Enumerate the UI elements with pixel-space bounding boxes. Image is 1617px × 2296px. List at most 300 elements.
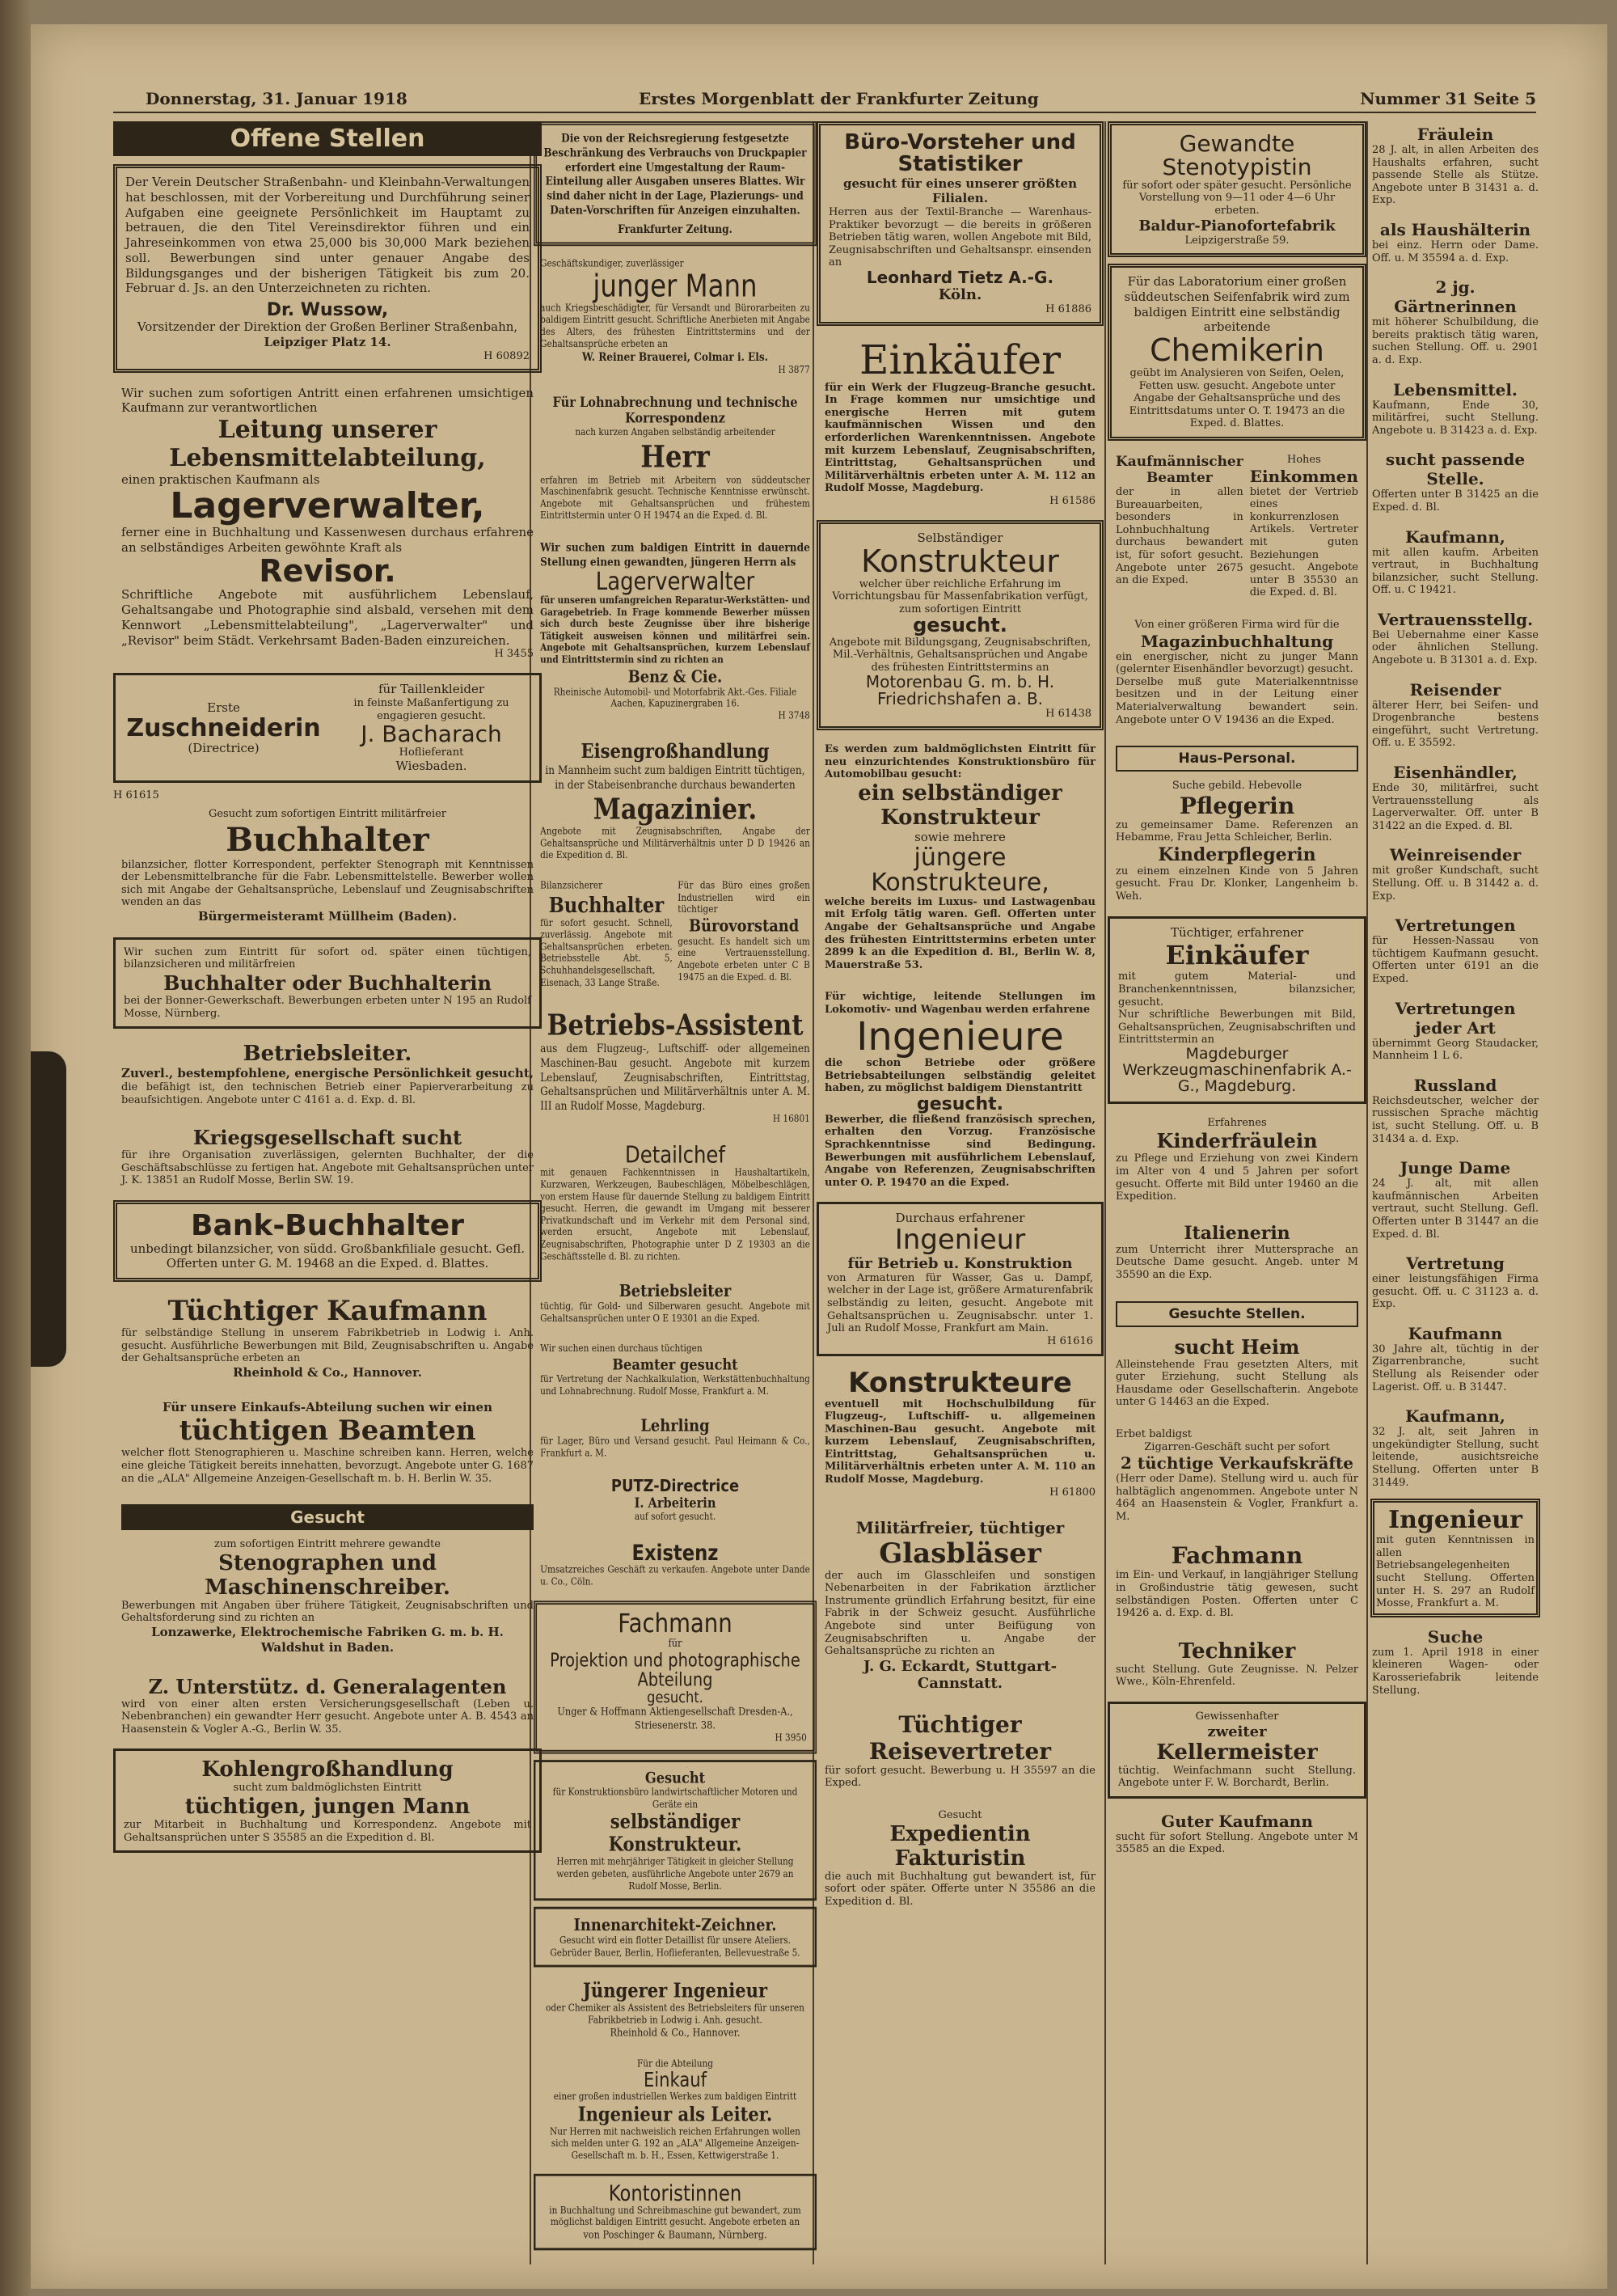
ad-junger-mann-colmar xyxy=(534,252,817,383)
ad-advertiser: Lonzawerke, Elektrochemische Fabriken G. m. b. H. Waldshut in Baden. xyxy=(151,1625,504,1655)
section-banner: Haus-Personal. xyxy=(1116,746,1358,772)
ad-intro: Für unsere Einkaufs-Abteilung suchen wir einen xyxy=(163,1399,492,1414)
classified-item xyxy=(1370,121,1540,210)
ad-text: bietet der Vertrieb eines konkurrenzlosen Artikels. Vertreter mit guten Beziehungen gesucht. Angebote unter B 35530 an die Exped. d. Bl. xyxy=(1249,485,1358,599)
ad-techniker xyxy=(1108,1633,1366,1695)
ad-text: tüchtig, für Gold- und Silberwaren gesucht. Angebote mit Gehaltsansprüchen unter O E 19301 an die Exped. xyxy=(540,1300,810,1325)
ad-headline: Chemikerin xyxy=(1150,332,1324,369)
classified-text: einer leistungsfähigen Firma gesucht. Off. u. C 31123 a. d. Exp. xyxy=(1372,1273,1539,1311)
ad-kaufmann-hannover xyxy=(113,1288,542,1387)
ad-innenarchitekt xyxy=(534,1907,817,1968)
ad-text: Herren aus der Textil-Branche — Warenhaus-Praktiker bevorzugt — die bereits in größeren Betrieben tätig waren, wollen Angebote mit Bild, Zeugnisabschriften und Gehaltsanspr. einsenden an xyxy=(829,206,1091,269)
ad-text: bilanzsicher, flotter Korrespondent, perfekter Stenograph mit Kenntnissen der Lebensmittelbranche für die Fabr. Lebensmittelstelle. Bewerber wollen sich mit Angabe der Gehaltsansprüche, Lebenslauf und Zeugnisabschriften wenden an das xyxy=(121,858,534,909)
ad-advertiser: Benz & Cie. xyxy=(627,666,723,687)
ad-headline: junger Mann xyxy=(593,269,758,304)
classified-item xyxy=(1370,274,1540,370)
ad-text: geübt im Analysieren von Seifen, Oelen, Fetten usw. gesucht. Angebote unter Angabe der Gehaltsansprüche und des Eintrittsdatums unter O. T. 19473 an die Exped. d. Blattes. xyxy=(1129,367,1345,430)
ad-text: aus dem Flugzeug-, Luftschiff- oder allgemeinen Maschinen-Bau gesucht. Angebote mit kurzem Lebenslauf, Zeugnisabschriften, Eintrittstag, Gehaltsansprüchen und Militärverhältnis unter A. M. III an Rudolf Mosse, Magdeburg. xyxy=(540,1042,810,1114)
ad-beamter xyxy=(534,1337,817,1403)
ad-text: zur Mitarbeit in Buchhaltung und Korrespondenz. Angebote mit Gehaltsansprüchen unter S 35585 an die Expedition d. Bl. xyxy=(124,1818,531,1844)
classified-text: 24 J. alt, mit allen kaufmännischen Arbeiten vertraut, sucht Stellung. Gefl. Offerten unter B 31447 an die Exped. d. Bl. xyxy=(1372,1178,1539,1241)
ad-headline: Buchhalter xyxy=(548,892,665,918)
ad-intro: Suche gebild. Hebevolle xyxy=(1172,780,1302,793)
ad-headline: Detailchef xyxy=(625,1141,725,1169)
ad-headline: Ingenieur xyxy=(894,1224,1026,1257)
ad-text: Nur Herren mit nachweislich reichen Erfahrungen wollen sich melden unter G. 192 an „ALA" Allgemeine Anzeigen-Gesellschaft m. b. H., Essen, Kettwigerstraße 1. xyxy=(550,2125,800,2162)
header-page-number: Nummer 31 Seite 5 xyxy=(1360,89,1536,108)
ad-text: einen praktischen Kaufmann als xyxy=(121,472,320,488)
classified-headline: Reisender xyxy=(1409,679,1501,700)
ad-headline: Stenographen und Maschinenschreiber. xyxy=(205,1550,450,1600)
ad-headline: Zuschneiderin xyxy=(126,713,321,742)
ad-text: von Poschinger & Baumann, Nürnberg. xyxy=(583,2228,767,2241)
header-paper-name: Erstes Morgenblatt der Frankfurter Zeitung xyxy=(639,89,1039,108)
ad-headline: Expedientin Fakturistin xyxy=(889,1821,1031,1871)
ad-text: tüchtig. Weinfachmann sucht Stellung. Angebote unter F. W. Borchardt, Berlin. xyxy=(1118,1764,1356,1790)
ad-expedientin xyxy=(817,1803,1104,1914)
ad-einkaufs-beamter xyxy=(113,1393,542,1492)
ad-verkaufskraefte xyxy=(1108,1422,1366,1530)
ad-subhead: sucht zum baldmöglichsten Eintritt xyxy=(233,1782,422,1795)
ad-headline: Eisengroßhandlung xyxy=(581,740,770,763)
ad-konstrukteure-flugzeug xyxy=(817,1363,1104,1505)
ad-text: für sofort gesucht. Bewerbung u. H 35597 an die Exped. xyxy=(825,1764,1096,1790)
ad-juengerer-ingenieur xyxy=(534,1973,817,2046)
classified-text: 32 J. alt, seit Jahren in ungekündigter Stellung, sucht leitende, ausichtsreiche Stellung. Offerten unter B 31449. xyxy=(1372,1426,1539,1489)
ad-text: sucht für sofort Stellung. Angebote unter M 35585 an die Exped. xyxy=(1116,1830,1358,1856)
classified-item xyxy=(1370,1072,1540,1148)
classified-headline: Vertretung xyxy=(1406,1254,1505,1274)
ad-headline: Kaufmännischer Beamter xyxy=(1116,454,1243,487)
ad-headline: Ingenieur als Leiter. xyxy=(577,2103,773,2126)
ad-fachmann-einkauf xyxy=(1108,1536,1366,1626)
ad-headline: Lagerverwalter xyxy=(595,566,755,596)
ad-reference: H 3455 xyxy=(494,648,534,661)
ad-headline: selbständiger Konstrukteur. xyxy=(608,1810,742,1857)
ad-kellermeister xyxy=(1108,1702,1366,1799)
ad-subhead: Zigarren-Geschäft sucht per sofort xyxy=(1144,1440,1330,1453)
ad-intro: Hohes xyxy=(1286,454,1321,467)
ad-headline: Konstrukteur xyxy=(861,543,1059,579)
ad-headline: Einkäufer xyxy=(859,336,1061,384)
ad-headline: Herr xyxy=(640,438,710,475)
ad-intro: Es werden zum baldmöglichsten Eintritt für neu einzurichtendes Konstruktionsbüro für Automobilbau gesucht: xyxy=(825,743,1096,781)
classified-item xyxy=(1370,377,1540,441)
ad-text: auf sofort gesucht. xyxy=(634,1512,716,1524)
ad-advertiser: Leonhard Tietz A.-G. xyxy=(866,268,1054,288)
ad-intro: Wir suchen einen durchaus tüchtigen xyxy=(540,1343,703,1355)
classified-item xyxy=(1370,759,1540,835)
classified-headline: Kaufmann xyxy=(1408,1323,1503,1343)
ad-reference: H 60892 xyxy=(483,349,530,362)
ad-intro: Von einer größeren Firma wird für die xyxy=(1134,618,1340,631)
ad-selbst-konstrukteur xyxy=(534,1760,817,1901)
ad-headline: gesucht. xyxy=(647,1688,703,1707)
ad-text: Wir suchen zum Eintritt für sofort od. später einen tüchtigen, bilanzsicheren und militärfreien xyxy=(124,945,531,971)
classified-item xyxy=(1370,996,1540,1066)
ad-headline: Z. Unterstütz. d. Generalagenten xyxy=(148,1674,507,1698)
ad-betriebsleiter-2 xyxy=(534,1275,817,1331)
ad-subhead: gesucht für eines unserer größten Filialen. xyxy=(843,175,1077,206)
ad-text: auch Kriegsbeschädigter, für Versandt und Bürorarbeiten zu baldigem Eintritt gesucht. Schriftliche Anerbieten mit Angabe des Alters, des frühesten Eintrittstermins und der Gehaltsansprüche erbeten an xyxy=(540,302,810,350)
column-rule xyxy=(1104,121,1106,2264)
classified-text: übernimmt Georg Staudacker, Mannheim 1 L 6. xyxy=(1372,1037,1539,1063)
classified-text: älterer Herr, bei Seifen- und Drogenbranche bestens eingeführt, sucht Vertretung. Off. u. E 35592. xyxy=(1372,699,1539,750)
ad-headline: Tüchtiger Kaufmann xyxy=(167,1295,488,1328)
classified-item xyxy=(1370,677,1540,753)
ad-reference: H 61615 xyxy=(113,789,159,802)
ad-headline: Betriebsleiter. xyxy=(243,1042,412,1067)
classified-text: 30 Jahre alt, tüchtig in der Zigarrenbranche, sucht Stellung als Reisender oder Lagerist. Off. u. B 31447. xyxy=(1372,1343,1539,1393)
classified-item xyxy=(1370,1499,1540,1617)
classified-headline: Kaufmann, xyxy=(1405,526,1505,547)
book-spine xyxy=(0,0,31,2296)
ad-italienerin xyxy=(1108,1216,1366,1288)
ad-ingenieur-armaturen xyxy=(817,1202,1104,1355)
ad-reference: H 61616 xyxy=(1047,1334,1093,1347)
ad-text: Für die Abteilung xyxy=(636,2058,714,2070)
ad-intro: Gesucht zum sofortigen Eintritt militärfreier xyxy=(208,808,447,821)
ad-benz-lagerverwalter xyxy=(534,535,817,728)
classified-item xyxy=(1370,1155,1540,1244)
ad-headline: Kohlengroßhandlung xyxy=(201,1757,454,1782)
classified-headline: Kaufmann, xyxy=(1405,1406,1505,1427)
section-banner: Gesuchte Stellen. xyxy=(1116,1301,1358,1327)
ad-headline: Italienerin xyxy=(1184,1222,1290,1244)
ad-intro: Bilanzsicherer xyxy=(540,880,603,892)
ad-text: zu Pflege und Erziehung von zwei Kindern im Alter von 4 und 5 Jahren per sofort gesucht. Offerte mit Bild unter 19460 an die Expedition. xyxy=(1116,1152,1358,1203)
classified-headline: Vertretungen jeder Art xyxy=(1395,998,1516,1038)
ad-text: Nur schriftliche Bewerbungen mit Bild, Gehaltsansprüchen, Zeugnisabschriften und Eintrittstermin an xyxy=(1118,1008,1356,1047)
ad-putz-directrice xyxy=(534,1472,817,1530)
ad-stenographen xyxy=(113,1498,542,1661)
ad-headline: ein selbständiger Konstrukteur xyxy=(858,781,1062,831)
ad-text: Erste xyxy=(207,700,240,715)
ad-reference: H 3748 xyxy=(778,710,810,722)
column-1 xyxy=(113,121,542,1859)
ad-text: unbedingt bilanzsicher, von südd. Großbankfiliale gesucht. Gefl. Offerten unter G. M. 19468 an die Exped. d. Blattes. xyxy=(129,1241,526,1271)
ad-reference: H 61586 xyxy=(1049,494,1096,507)
ad-subhead: I. Arbeiterin xyxy=(634,1495,716,1512)
ad-subhead: gesucht. xyxy=(913,614,1007,637)
ad-intro: Erfahrenes xyxy=(1207,1116,1267,1129)
ad-advertiser: Magdeburger Werkzeugmaschinenfabrik A.-G., Magdeburg. xyxy=(1122,1044,1352,1095)
ad-text: für ein Werk der Flugzeug-Branche gesucht. In Frage kommen nur umsichtige und energische Herren mit gutem kaufmännischen Wissen und den erforderlichen Warenkenntnissen. Angebote mit kurzem Lebenslauf, Zeugnisabschriften, Eintrittstag, Gehaltsansprüchen und Militärverhältnis erbeten unter A. M. 112 an Rudolf Mosse, Magdeburg. xyxy=(825,381,1096,495)
ad-headline: sucht Heim xyxy=(1174,1334,1300,1359)
ad-haus-personal xyxy=(1108,739,1366,910)
ad-address: Leipzigerstraße 59. xyxy=(1184,234,1290,247)
classified-item xyxy=(1370,1321,1540,1397)
ad-advertiser: J. G. Eckardt, Stuttgart-Cannstatt. xyxy=(863,1657,1058,1692)
ad-betriebsleiter xyxy=(113,1035,542,1113)
classified-text: Reichsdeutscher, welcher der russischen Sprache mächtig ist, sucht Stellung. Off. u. B 31434 a. d. Exp. xyxy=(1372,1094,1539,1145)
ad-reference: H 61886 xyxy=(1045,303,1091,316)
torn-edge xyxy=(31,1051,66,1367)
ad-headline: Bank-Buchhalter xyxy=(191,1208,464,1242)
ad-text: gesucht. Es handelt sich um eine Vertrauensstellung. Angebote erbeten unter C B 19475 an die Exped. d. Bl. xyxy=(678,936,810,983)
ad-intro: Für das Laboratorium einer großen süddeutschen Seifenfabrik wird zum baldigen Eintritt eine selbständig arbeitende xyxy=(1124,274,1350,335)
ad-text: in Mannheim sucht zum baldigen Eintritt tüchtigen, in der Stabeisenbranche durchaus bewanderten xyxy=(545,763,805,792)
ad-kinderfraeulein xyxy=(1108,1110,1366,1210)
ad-signatory: Dr. Wussow, xyxy=(266,300,389,320)
ad-headline: Betriebsleiter xyxy=(619,1281,732,1301)
ad-text: für Taillenkleider xyxy=(378,682,485,697)
ad-city: Wiesbaden. xyxy=(395,759,467,774)
ad-text: die befähigt ist, den technischen Betrieb einer Papierverarbeitung zu beaufsichtigen. Angebote unter C 4161 a. d. Exp. d. Bl. xyxy=(121,1080,534,1106)
ad-subhead: nach kurzen Angaben selbständig arbeitender xyxy=(575,426,775,438)
ad-advertiser: Bürgermeisteramt Müllheim (Baden). xyxy=(198,909,457,924)
ad-headline: jüngere Konstrukteure, xyxy=(871,843,1049,898)
ad-text: Hoflieferant xyxy=(399,746,464,759)
ad-text: wird von einer alten ersten Versicherungsgesellschaft (Leben u. Nebenbranchen) ein gewandter Herr gesucht. Angebote unter A. B. 4543 an Haasenstein & Vogler A.-G., Berlin W. 35. xyxy=(121,1698,534,1736)
classified-headline: Fräulein xyxy=(1416,125,1494,144)
ad-text: für ihre Organisation zuverlässigen, gelernten Buchhalter, der die Geschäftsabschlüsse zu fertigen hat. Angebote mit Gehaltsansprüchen unter J. K. 13851 an Rudolf Mosse, Berlin SW. 19. xyxy=(121,1149,534,1187)
ad-headline: Kinderfräulein xyxy=(1156,1129,1318,1153)
ad-text: (Herr oder Dame). Stellung wird u. auch für halbtäglich angenommen. Angebote unter N 464 an Haasenstein & Vogler, Frankfurt a. M. xyxy=(1116,1473,1358,1523)
classified-headline: Lebensmittel. xyxy=(1393,379,1518,400)
ad-city: Köln. xyxy=(938,286,982,304)
ad-reisevertreter xyxy=(817,1705,1104,1796)
ad-intro: Tüchtiger, erfahrener xyxy=(1170,924,1304,940)
ad-headline: Konstrukteure xyxy=(848,1366,1072,1399)
notice-paper-restriction xyxy=(534,121,817,246)
classified-text: Bei Uebernahme einer Kasse oder ähnlichen Stellung. Angebote u. B 31301 a. d. Exp. xyxy=(1372,628,1539,667)
classified-text: mit guten Kenntnissen in allen Betriebsangelegenheiten sucht Stellung. Offerten unter H. S. 297 an Rudolf Mosse, Frankfurt a. M. xyxy=(1376,1534,1535,1610)
ad-einkaeufer-magdeburg xyxy=(1108,916,1366,1104)
ad-kontoristinnen xyxy=(534,2174,817,2251)
classified-item xyxy=(1370,1403,1540,1492)
classified-item xyxy=(1370,842,1540,906)
ad-text: Bewerbungen mit Angaben über frühere Tätigkeit, Zeugnisabschriften und Gehaltsforderung sind zu richten an xyxy=(121,1599,534,1625)
ad-intro: Wir suchen zum sofortigen Antritt einen erfahrenen umsichtigen Kaufmann zur verantwortlichen xyxy=(121,385,534,416)
ad-text: von Armaturen für Wasser, Gas u. Dampf, welcher in der Lage ist, größere Armaturenfabrik selbständig zu leiten, gesucht. Angebote mit Gehaltsansprüchen u. Zeugnisabschr. unter 1. Juli an Rudolf Mosse, Frankfurt am Main. xyxy=(827,1271,1093,1335)
ad-text: in feinste Maßanfertigung zu engagieren gesucht. xyxy=(353,697,509,722)
ad-intro: Selbständiger xyxy=(917,530,1003,545)
classified-text: mit höherer Schulbildung, die bereits praktisch tätig waren, suchen Stellung. Off. u. 2901 a. d. Exp. xyxy=(1372,316,1539,366)
ad-reference: H 61800 xyxy=(1049,1486,1096,1499)
ad-text: eventuell mit Hochschulbildung für Flugzeug-, Luftschiff- u. allgemeinen Maschinen-Bau gesucht. Angebote mit kurzem Lebenslauf, Zeugnisabschriften, Eintrittstag, Gehaltsansprüchen u. Militärverhältnis erbeten unter A. M. 110 an Rudolf Mosse, Magdeburg. xyxy=(825,1397,1096,1486)
ad-eisengrosshandlung xyxy=(534,734,817,868)
classified-text: zum 1. April 1918 in einer kleineren Wagen- oder Karosseriefabrik leitende Stellung. xyxy=(1372,1646,1539,1697)
ad-glasblaeser xyxy=(817,1512,1104,1698)
ad-automobilbau xyxy=(817,737,1104,978)
ad-text: mit genauen Fachkenntnissen in Haushaltartikeln, Kurzwaren, Werkzeugen, Baubeschlägen, Möbelbeschlägen, von erstem Hause für dauernde Stellung zu baldigem Eintritt gesucht. Herren, die gewandt im Umgang mit besserer Privatkundschaft und im Verkehr mit dem Personal sind, werden ersucht, Angebote mit Lebenslauf, Zeugnisabschriften, Photographie unter D Z 19303 an die Geschäftsstelle d. Bl. zu richten. xyxy=(540,1167,810,1262)
ad-text: Unger & Hoffmann Aktiengesellschaft Dresden-A., Striesenerstr. 38. xyxy=(557,1706,793,1732)
ad-intro: Gesucht xyxy=(938,1809,982,1821)
ad-headline: Lehrling xyxy=(640,1415,710,1436)
ad-ingenieure-lokomotiv xyxy=(817,984,1104,1195)
ad-advertiser: J. Bacharach xyxy=(361,721,502,748)
ad-headline: Glasbläser xyxy=(879,1537,1041,1570)
ad-text: Angebote mit Zeugnisabschriften, Angabe der Gehaltsansprüche und Militärverhältnis unter D D 19426 an die Expedition d. Bl. xyxy=(540,826,810,862)
ad-sucht-heim xyxy=(1108,1295,1366,1415)
ad-buchhalterin xyxy=(113,937,542,1029)
classified-headline: Vertretungen xyxy=(1395,915,1516,936)
ad-text: für Lager, Büro und Versand gesucht. Paul Heimann & Co., Frankfurt a. M. xyxy=(540,1436,810,1460)
ad-headline: Einkäufer xyxy=(1165,940,1309,971)
ad-text: welcher flott Stenographieren u. Maschine schreiben kann. Herren, welche eine gleiche Tätigkeit bereits innehatten, bevorzugt. Angebote unter G. 1687 an die „ALA" Allgemeine Anzeigen-Gesellschaft m. b. H. Berlin W. 35. xyxy=(121,1447,534,1485)
ad-fachmann-projektion xyxy=(534,1600,817,1754)
ad-headline: Techniker xyxy=(1178,1638,1296,1664)
ad-headline: Beamter gesucht xyxy=(612,1355,738,1374)
ad-text: Gesucht wird ein flotter Detaillist für unsere Ateliers. Gebrüder Bauer, Berlin, Hoflieferanten, Bellevuestraße 5. xyxy=(550,1934,800,1959)
column-rule xyxy=(1366,121,1368,2264)
ad-text: für Vertretung der Nachkalkulation, Werkstättenbuchhaltung und Lohnabrechnung. Rudolf Mosse, Frankfurt a. M. xyxy=(540,1373,810,1397)
classified-headline: Ingenieur xyxy=(1388,1506,1522,1535)
ad-advertiser-address: Rheinische Automobil- und Motorfabrik Akt.-Ges. Filiale Aachen, Kapuzinergraben 16. xyxy=(553,686,797,710)
ad-headline: Betriebs-Assistent xyxy=(547,1007,804,1042)
ad-text: Schriftliche Angebote mit ausführlichem Lebenslauf, Gehaltsangabe und Photographie sind alsbald, versehen mit dem Kennwort „Lebensmittelabteilung", „Lagerverwalter" und „Revisor" beim Städt. Verkehrsamt Baden-Baden einzureichen. xyxy=(121,587,534,648)
ad-headline: PUTZ-Directrice xyxy=(610,1477,740,1497)
ad-headline: Guter Kaufmann xyxy=(1161,1811,1313,1831)
ad-headline: Einkommen xyxy=(1249,466,1358,486)
ad-headline: Einkauf xyxy=(643,2068,707,2092)
ad-subhead: zweiter xyxy=(1207,1723,1267,1740)
ad-headline: Tüchtiger Reisevertreter xyxy=(868,1710,1052,1765)
ad-headline: Magazinbuchhaltung xyxy=(1140,631,1334,651)
ad-detailchef xyxy=(534,1137,817,1269)
ad-text: Der Verein Deutscher Straßenbahn- und Kleinbahn-Verwaltungen hat beschlossen, mit der Vorbereitung und Durchführung seiner Aufgaben eine geeignete Persönlichkeit im Hauptamt zu betrauen, die den Titel Vereinsdirektor führen und ein Jahreseinkommen von etwa 25,000 bis 30,000 Mark beziehen soll. Bewerbungen sind unter genauer Angabe des Bildungsganges und der bisherigen Tätigkeit bis zum 20. Februar d. Js. an den Unterzeichneten zu richten. xyxy=(125,175,530,296)
ad-lehrling xyxy=(534,1410,817,1465)
ad-lohnabrechnung xyxy=(534,388,817,528)
classified-item xyxy=(1370,217,1540,268)
ad-text: in Buchhaltung und Schreibmaschine gut bewandert, zum möglichst baldigen Eintritt gesucht. Angebote erbeten an xyxy=(549,2205,801,2229)
ad-konstrukteur-motorenbau xyxy=(817,520,1104,730)
ad-text: erfahren im Betrieb mit Arbeitern von süddeutscher Maschinenfabrik gesucht. Technische Kenntnisse erwünscht. Angebote mit Gehaltsansprüchen und frühestem Eintrittstermin unter O H 19474 an die Exped. d. Bl. xyxy=(540,474,810,522)
ad-text: zu einem einzelnen Kinde von 5 Jahren gesucht. Frau Dr. Klonker, Langenheim b. Weh. xyxy=(1116,865,1358,903)
ad-text: der auch im Glasschleifen und sonstigen Nebenarbeiten in der Fabrikation ärztlicher Instrumente gründlich Erfahrung besitzt, für eine Fabrik in der Schweiz gesucht. Ausführliche Angebote sind unter Beifügung von Zeugnisabschriften u. Angabe der Gehaltsansprüche zu richten an xyxy=(825,1569,1096,1658)
ad-text: für sofort oder später gesucht. Persönliche Vorstellung von 9—11 oder 4—6 Uhr erbeten. xyxy=(1122,179,1352,217)
ad-banner: Gesucht xyxy=(121,1504,534,1530)
ad-intro: Durchaus erfahrener xyxy=(895,1211,1025,1226)
ad-buchhalter-muellheim xyxy=(113,801,542,931)
classified-headline: Weinreisender xyxy=(1389,845,1522,865)
classified-text: Offerten unter B 31425 an die Exped. d. Bl. xyxy=(1372,488,1539,514)
classified-headline: Russland xyxy=(1413,1075,1497,1095)
ad-text: für xyxy=(668,1638,682,1651)
classified-text: mit allen kaufm. Arbeiten vertraut, in Buchhaltung bilanzsicher, sucht Stellung. Off. u. C 19421. xyxy=(1372,546,1539,597)
ad-vereinsdirektor xyxy=(113,164,542,373)
ad-text: bei der Bonner-Gewerkschaft. Bewerbungen erbeten unter N 195 an Rudolf Mosse, Nürnberg. xyxy=(124,995,531,1020)
ad-kriegsgesellschaft xyxy=(113,1119,542,1194)
classified-item xyxy=(1370,446,1540,517)
ad-text: Angebote mit Bildungsgang, Zeugnisabschriften, Mil.-Verhältnis, Gehaltsansprüchen und Angabe des frühesten Eintrittstermins an xyxy=(829,636,1091,674)
ad-text: die auch mit Buchhaltung gut bewandert ist, für sofort oder später. Offerte unter N 35586 an die Expedition d. Bl. xyxy=(825,1870,1096,1908)
ad-subhead: Zuverl., bestempfohlene, energische Persönlichkeit gesucht, xyxy=(121,1066,534,1081)
ad-magazinbuchhaltung xyxy=(1108,612,1366,733)
ad-headline: Leitung unserer Lebensmittelabteilung, xyxy=(169,416,486,473)
classified-text: mit großer Kundschaft, sucht Stellung. Off. u. B 31442 a. d. Exp. xyxy=(1372,865,1539,903)
ad-headline: Buchhalter oder Buchhalterin xyxy=(163,971,492,995)
ad-stenotypistin xyxy=(1108,121,1366,257)
classified-headline: 2 jg. Gärtnerinnen xyxy=(1394,277,1517,317)
ad-text: für Konstruktionsbüro landwirtschaftlicher Motoren und Geräte ein xyxy=(552,1786,798,1811)
ad-subhead: für Betrieb u. Konstruktion xyxy=(847,1254,1073,1272)
ad-headline: tüchtigen, jungen Mann xyxy=(184,1794,471,1819)
ad-text: Alleinstehende Frau gesetzten Alters, mit guter Erziehung, sucht Stellung als Hausdame oder Gesellschafterin. Angebote unter G 14463 an die Exped. xyxy=(1116,1358,1358,1409)
ad-headline: Magazinier. xyxy=(593,791,758,827)
ad-headline: Buchhalter xyxy=(226,820,429,859)
classified-item xyxy=(1370,1624,1540,1700)
ad-text: welche bereits im Luxus- und Lastwagenbau mit Erfolg tätig waren. Gefl. Offerten unter Angabe der Gehaltsansprüche und Angabe des frühesten Eintrittstermins erbeten unter 2899 k an die Expedition d. Bl., Berlin W. 8, Mauerstraße 53. xyxy=(825,895,1096,971)
ad-headline: tüchtigen Beamten xyxy=(179,1414,476,1448)
ad-baden-baden xyxy=(113,379,542,667)
ad-text: sowie mehrere xyxy=(914,830,1006,845)
ad-intro: Erbet baldigst xyxy=(1116,1427,1193,1440)
ad-headline: Kontoristinnen xyxy=(608,2180,742,2206)
ad-headline: Büro-Vorsteher und Statistiker xyxy=(844,130,1076,177)
ad-headline: Gesucht xyxy=(644,1768,706,1787)
ad-existenz xyxy=(534,1536,817,1594)
ad-headline: Revisor. xyxy=(259,552,396,589)
ad-kohlengrosshandlung xyxy=(113,1748,542,1853)
ad-headline: Lagerverwalter, xyxy=(170,484,485,526)
ad-headline: Fachmann xyxy=(1171,1542,1303,1570)
ad-headline: Bürovorstand xyxy=(688,915,800,937)
ad-reference: H 16801 xyxy=(772,1113,810,1125)
ad-tietz xyxy=(817,121,1104,326)
header-date: Donnerstag, 31. Januar 1918 xyxy=(146,89,407,108)
ad-einkauf-leiter xyxy=(534,2052,817,2167)
column-5 xyxy=(1370,121,1540,1706)
ad-text: der in allen Bureauarbeiten, besonders in Lohnbuchhaltung durchaus bewandert ist, für sofort gesucht. Angebote unter 2675 an die Exped. xyxy=(1116,486,1243,587)
ad-address: Leipziger Platz 14. xyxy=(264,334,391,349)
ad-betriebs-assistent xyxy=(534,1001,817,1131)
classified-item xyxy=(1370,524,1540,600)
ad-chemikerin xyxy=(1108,264,1366,441)
ad-headline: Jüngerer Ingenieur xyxy=(582,1979,768,2003)
ad-intro: Für wichtige, leitende Stellungen im Lokomotiv- und Wagenbau werden erfahrene xyxy=(825,991,1096,1016)
column-3 xyxy=(817,121,1104,1921)
ad-intro: Geschäftskundiger, zuverlässiger xyxy=(540,258,684,270)
classified-text: 28 J. alt, in allen Arbeiten des Haushalts erfahren, sucht passende Stelle als Stütze. Angebote unter B 31431 a. d. Exp. xyxy=(1372,144,1539,207)
ad-headline: 2 tüchtige Verkaufskräfte xyxy=(1121,1453,1353,1474)
ad-headline: Kriegsgesellschaft sucht xyxy=(192,1126,462,1150)
ad-headline: Ingenieure xyxy=(856,1013,1064,1059)
classified-text: Ende 30, militärfrei, sucht Vertrauensstellung als Lagerverwalter. Off. unter B 31422 an die Exped. d. Bl. xyxy=(1372,782,1539,832)
classified-item xyxy=(1370,912,1540,988)
ad-headline: Innenarchitekt-Zeichner. xyxy=(573,1915,777,1935)
ad-advertiser: Motorenbau G. m. b. H. Friedrichshafen a. B. xyxy=(865,672,1055,709)
ad-bank-buchhalter xyxy=(113,1200,542,1282)
section-banner: Offene Stellen xyxy=(113,121,542,156)
ad-advertiser: Rheinhold & Co., Hannover. xyxy=(233,1364,422,1380)
classified-headline: sucht passende Stelle. xyxy=(1385,450,1526,489)
column-4 xyxy=(1108,121,1366,1869)
column-2 xyxy=(534,121,817,2256)
ad-text: Derselbe muß gute Materialkenntnisse besitzen und in der Leitung einer Materialverwaltung bewandert sein. Angebote unter O V 19436 an die Exped. xyxy=(1116,675,1358,726)
ad-text: im Ein- und Verkauf, in langjähriger Stellung in Großindustrie tätig gewesen, sucht selbständigen Posten. Offerten unter C 19426 a. d. Exp. d. Bl. xyxy=(1116,1569,1358,1620)
ad-text: ferner eine in Buchhaltung und Kassenwesen durchaus erfahrene an selbständiges Arbeiten gewöhnte Kraft als xyxy=(121,525,534,555)
notice-text: Die von der Reichsregierung festgesetzte Beschränkung des Verbrauchs von Druckpapier erfordert eine Umgestaltung der Raum-Einteilung aller Ausgaben unseres Blattes. Wir sind daher nicht in der Lage, Plazierungs- und Daten-Vorschriften für Anzeigen einzuhalten. xyxy=(543,131,807,218)
ad-text: einer großen industriellen Werkes zum baldigen Eintritt xyxy=(553,2091,797,2103)
page-header xyxy=(113,87,1536,113)
classified-headline: Vertrauensstellg. xyxy=(1377,609,1534,629)
ad-text: mit gutem Material- und Branchenkenntnissen, bilanzsicher, gesucht. xyxy=(1118,970,1356,1008)
ad-headline: Projektion und photographische Abteilung xyxy=(550,1649,800,1691)
ad-intro: Für Lohnabrechnung und technische Korrespondenz xyxy=(552,394,798,427)
ad-headline: Kinderpflegerin xyxy=(1158,844,1316,865)
ad-headline: Gewandte Stenotypistin xyxy=(1162,130,1312,181)
classified-item xyxy=(1370,1250,1540,1314)
ad-pair-buchhalter xyxy=(534,874,817,996)
ad-text: Herren mit mehrjähriger Tätigkeit in gleicher Stellung werden gebeten, ausführliche Angebote unter 2679 an Rudolf Mosse, Berlin. xyxy=(556,1856,794,1892)
ad-headline: Fachmann xyxy=(618,1608,733,1639)
classified-text: für Hessen-Nassau von tüchtigem Kaufmann gesucht. Offerten unter 6191 an die Exped. xyxy=(1372,935,1539,985)
ad-text: sucht Stellung. Gute Zeugnisse. N. Pelzer Wwe., Köln-Ehrenfeld. xyxy=(1116,1663,1358,1689)
ad-subhead: gesucht. xyxy=(916,1093,1003,1114)
ad-advertiser: Baldur-Pianofortefabrik xyxy=(1138,217,1336,235)
